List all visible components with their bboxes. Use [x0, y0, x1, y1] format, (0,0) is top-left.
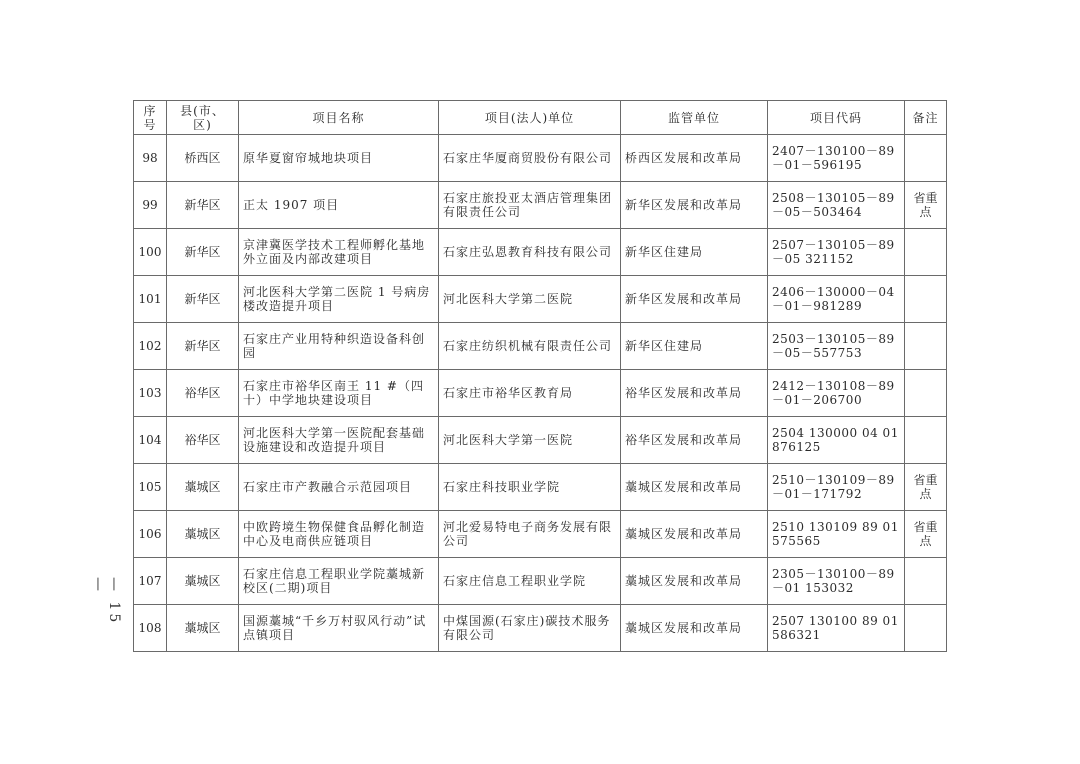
row-project-owner: 石家庄华厦商贸股份有限公司 [439, 135, 621, 182]
row-project-owner: 石家庄市裕华区教育局 [439, 370, 621, 417]
page-number: — 15 — [90, 577, 122, 626]
row-project-code: 2510－130109－89－01－171792 [768, 464, 905, 511]
row-project-owner: 石家庄科技职业学院 [439, 464, 621, 511]
header-note: 备注 [905, 101, 947, 135]
row-note: 省重点 [905, 464, 947, 511]
row-supervisor: 藁城区发展和改革局 [621, 464, 768, 511]
row-project-owner: 石家庄旅投亚太酒店管理集团有限责任公司 [439, 182, 621, 229]
row-supervisor: 藁城区发展和改革局 [621, 511, 768, 558]
row-supervisor: 桥西区发展和改革局 [621, 135, 768, 182]
row-index: 98 [134, 135, 167, 182]
row-note: 省重点 [905, 511, 947, 558]
row-supervisor: 新华区发展和改革局 [621, 182, 768, 229]
row-project-name: 国源藁城“千乡万村驭风行动”试点镇项目 [239, 605, 439, 652]
row-index: 104 [134, 417, 167, 464]
row-project-owner: 河北医科大学第二医院 [439, 276, 621, 323]
row-project-code: 2507－130105－89－05 321152 [768, 229, 905, 276]
row-index: 102 [134, 323, 167, 370]
header-index: 序号 [134, 101, 167, 135]
row-supervisor: 藁城区发展和改革局 [621, 605, 768, 652]
row-project-name: 河北医科大学第二医院 1 号病房楼改造提升项目 [239, 276, 439, 323]
table-row [134, 417, 947, 464]
table-header-row [134, 101, 947, 135]
row-county: 藁城区 [167, 464, 239, 511]
row-project-owner: 中煤国源(石家庄)碳技术服务有限公司 [439, 605, 621, 652]
row-note [905, 276, 947, 323]
row-project-name: 石家庄产业用特种织造设备科创园 [239, 323, 439, 370]
row-project-name: 正太 1907 项目 [239, 182, 439, 229]
header-project-name: 项目名称 [239, 101, 439, 135]
row-supervisor: 新华区住建局 [621, 323, 768, 370]
row-note: 省重点 [905, 182, 947, 229]
row-project-owner: 河北医科大学第一医院 [439, 417, 621, 464]
row-supervisor: 新华区发展和改革局 [621, 276, 768, 323]
table-row [134, 511, 947, 558]
row-note [905, 229, 947, 276]
row-project-name: 原华夏窗帘城地块项目 [239, 135, 439, 182]
project-table [133, 100, 947, 652]
row-project-name: 石家庄信息工程职业学院藁城新校区(二期)项目 [239, 558, 439, 605]
table-row [134, 605, 947, 652]
row-county: 桥西区 [167, 135, 239, 182]
row-project-name: 石家庄市裕华区南王 11 #（四十）中学地块建设项目 [239, 370, 439, 417]
header-county: 县(市、区) [167, 101, 239, 135]
row-supervisor: 藁城区发展和改革局 [621, 558, 768, 605]
table-row [134, 135, 947, 182]
row-note [905, 370, 947, 417]
row-project-code: 2504 130000 04 01 876125 [768, 417, 905, 464]
row-project-name: 河北医科大学第一医院配套基础设施建设和改造提升项目 [239, 417, 439, 464]
table-body [134, 135, 947, 652]
row-project-code: 2508－130105－89－05－503464 [768, 182, 905, 229]
row-project-code: 2503－130105－89－05－557753 [768, 323, 905, 370]
row-project-name: 石家庄市产教融合示范园项目 [239, 464, 439, 511]
row-county: 新华区 [167, 229, 239, 276]
row-project-owner: 石家庄弘恩教育科技有限公司 [439, 229, 621, 276]
row-county: 裕华区 [167, 417, 239, 464]
table-row [134, 229, 947, 276]
row-note [905, 605, 947, 652]
row-note [905, 135, 947, 182]
table-row [134, 323, 947, 370]
row-project-code: 2412－130108－89－01－206700 [768, 370, 905, 417]
header-project-code: 项目代码 [768, 101, 905, 135]
row-county: 新华区 [167, 323, 239, 370]
table-row [134, 182, 947, 229]
table-row [134, 370, 947, 417]
row-project-code: 2407－130100－89－01－596195 [768, 135, 905, 182]
row-project-owner: 石家庄纺织机械有限责任公司 [439, 323, 621, 370]
row-note [905, 417, 947, 464]
table-row [134, 276, 947, 323]
table-row [134, 464, 947, 511]
row-project-code: 2507 130100 89 01 586321 [768, 605, 905, 652]
row-county: 新华区 [167, 276, 239, 323]
row-index: 103 [134, 370, 167, 417]
row-index: 107 [134, 558, 167, 605]
row-supervisor: 裕华区发展和改革局 [621, 370, 768, 417]
table-row [134, 558, 947, 605]
row-supervisor: 新华区住建局 [621, 229, 768, 276]
row-note [905, 323, 947, 370]
row-county: 藁城区 [167, 558, 239, 605]
row-county: 裕华区 [167, 370, 239, 417]
row-project-code: 2510 130109 89 01 575565 [768, 511, 905, 558]
row-supervisor: 裕华区发展和改革局 [621, 417, 768, 464]
row-county: 藁城区 [167, 511, 239, 558]
row-county: 新华区 [167, 182, 239, 229]
row-note [905, 558, 947, 605]
row-county: 藁城区 [167, 605, 239, 652]
row-project-owner: 石家庄信息工程职业学院 [439, 558, 621, 605]
header-supervisor: 监管单位 [621, 101, 768, 135]
row-index: 106 [134, 511, 167, 558]
row-project-name: 中欧跨境生物保健食品孵化制造中心及电商供应链项目 [239, 511, 439, 558]
row-project-name: 京津冀医学技术工程师孵化基地外立面及内部改建项目 [239, 229, 439, 276]
row-index: 100 [134, 229, 167, 276]
row-project-code: 2305－130100－89－01 153032 [768, 558, 905, 605]
row-project-code: 2406－130000－04－01－981289 [768, 276, 905, 323]
row-index: 99 [134, 182, 167, 229]
header-project-owner: 项目(法人)单位 [439, 101, 621, 135]
row-index: 105 [134, 464, 167, 511]
row-project-owner: 河北爱易特电子商务发展有限公司 [439, 511, 621, 558]
row-index: 108 [134, 605, 167, 652]
row-index: 101 [134, 276, 167, 323]
